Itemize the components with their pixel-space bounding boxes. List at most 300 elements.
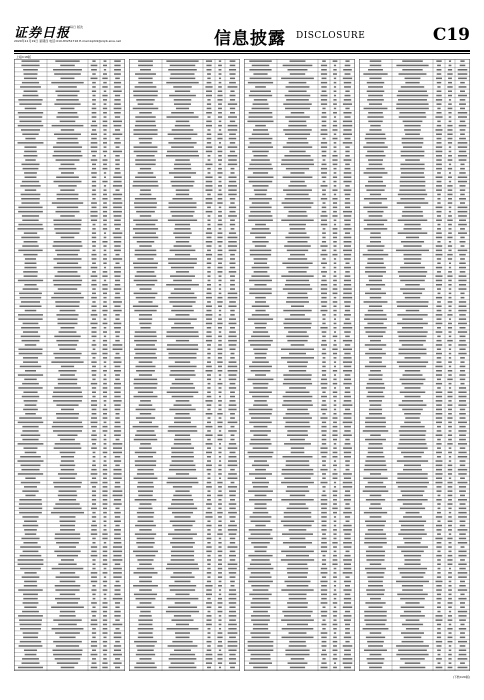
table-cell-text bbox=[458, 404, 466, 406]
table-cell-text bbox=[436, 361, 441, 363]
table-cell-text bbox=[205, 400, 212, 402]
table-cell-text bbox=[435, 482, 442, 484]
table-cell-text bbox=[250, 91, 271, 93]
table-cell-text bbox=[436, 409, 442, 411]
table-cell-text bbox=[290, 73, 305, 75]
table-cell-text bbox=[55, 275, 81, 277]
table-cell-text bbox=[333, 301, 338, 303]
table-cell-text bbox=[345, 198, 350, 200]
table-cell-text bbox=[366, 525, 384, 527]
table-cell-text bbox=[104, 516, 107, 518]
table-cell-text bbox=[229, 598, 237, 600]
table-cell-text bbox=[333, 559, 338, 561]
table-cell-text bbox=[436, 220, 442, 222]
table-cell-text bbox=[345, 146, 349, 148]
table-cell-text bbox=[113, 121, 122, 123]
table-cell-text bbox=[458, 443, 467, 445]
table-cell-text bbox=[343, 327, 353, 329]
table-cell-text bbox=[447, 628, 452, 630]
table-cell-text bbox=[56, 340, 78, 342]
table-cell-text bbox=[206, 202, 213, 204]
table-cell-text bbox=[365, 138, 386, 140]
table-cell-text bbox=[289, 387, 306, 389]
table-cell-text bbox=[207, 422, 211, 424]
table-cell-text bbox=[219, 456, 221, 458]
table-cell-text bbox=[207, 250, 211, 252]
table-cell-text bbox=[102, 241, 107, 243]
table-cell-text bbox=[171, 181, 195, 183]
table-cell-text bbox=[229, 73, 235, 75]
table-cell-text bbox=[23, 95, 39, 97]
table-cell-text bbox=[344, 568, 352, 570]
table-cell-text bbox=[291, 447, 304, 449]
table-cell-text bbox=[400, 267, 425, 269]
table-cell-text bbox=[436, 529, 441, 531]
table-cell-text bbox=[287, 585, 309, 587]
table-cell-text bbox=[113, 568, 122, 570]
table-cell-text bbox=[92, 379, 95, 381]
table-cell-text bbox=[334, 108, 336, 110]
table-cell-text bbox=[400, 508, 425, 510]
table-cell-text bbox=[401, 632, 424, 634]
table-cell-text bbox=[25, 654, 37, 656]
table-cell-text bbox=[251, 370, 271, 372]
table-cell-text bbox=[169, 172, 196, 174]
table-cell-text bbox=[436, 435, 443, 437]
table-cell-text bbox=[24, 91, 38, 93]
table-cell-text bbox=[333, 125, 337, 127]
table-cell-text bbox=[205, 585, 212, 587]
table-cell-text bbox=[229, 572, 236, 574]
table-cell-text bbox=[103, 293, 107, 295]
table-cell-text bbox=[437, 69, 442, 71]
table-cell-text bbox=[334, 116, 336, 118]
table-cell-text bbox=[370, 404, 382, 406]
table-cell-text bbox=[368, 86, 383, 88]
table-cell-text bbox=[56, 404, 78, 406]
table-cell-text bbox=[138, 172, 154, 174]
table-cell-text bbox=[448, 237, 453, 239]
table-cell-text bbox=[321, 103, 327, 105]
table-cell-text bbox=[437, 258, 441, 260]
table-cell-text bbox=[365, 366, 386, 368]
table-cell-text bbox=[58, 370, 76, 372]
table-cell-text bbox=[253, 387, 267, 389]
table-cell-text bbox=[437, 172, 441, 174]
table-cell-text bbox=[366, 417, 386, 419]
table-cell-text bbox=[255, 125, 266, 127]
table-cell-text bbox=[334, 585, 336, 587]
table-cell-text bbox=[345, 60, 349, 62]
table-cell-text bbox=[365, 185, 386, 187]
table-cell-text bbox=[115, 525, 119, 527]
table-cell-text bbox=[207, 430, 211, 432]
table-cell-text bbox=[104, 460, 107, 462]
table-cell-text bbox=[24, 172, 37, 174]
table-cell-text bbox=[346, 551, 350, 553]
table-cell-text bbox=[289, 224, 306, 226]
table-cell-text bbox=[435, 116, 442, 118]
table-cell-text bbox=[333, 211, 337, 213]
table-cell-text bbox=[251, 637, 269, 639]
table-cell-text bbox=[208, 473, 211, 475]
table-cell-text bbox=[23, 323, 39, 325]
table-cell-text bbox=[458, 280, 466, 282]
table-cell-text bbox=[333, 594, 337, 596]
table-cell-text bbox=[229, 589, 236, 591]
table-cell-text bbox=[344, 116, 350, 118]
table-cell-text bbox=[365, 422, 386, 424]
table-cell-text bbox=[436, 250, 442, 252]
table-cell-text bbox=[139, 447, 152, 449]
table-cell-text bbox=[366, 284, 385, 286]
table-cell-text bbox=[103, 555, 107, 557]
table-cell-text bbox=[55, 589, 79, 591]
table-cell-text bbox=[251, 654, 271, 656]
table-cell-text bbox=[322, 237, 325, 239]
table-cell-text bbox=[207, 353, 211, 355]
table-cell-text bbox=[438, 495, 441, 497]
table-cell-text bbox=[53, 241, 81, 243]
table-cell-text bbox=[116, 336, 120, 338]
table-cell-text bbox=[449, 353, 452, 355]
table-cell-text bbox=[436, 392, 443, 394]
table-cell-text bbox=[103, 387, 108, 389]
table-cell-text bbox=[449, 581, 452, 583]
table-cell-text bbox=[207, 168, 210, 170]
table-cell-text bbox=[370, 503, 380, 505]
table-cell-text bbox=[206, 91, 212, 93]
table-cell-text bbox=[448, 542, 451, 544]
table-cell-text bbox=[437, 198, 440, 200]
table-cell-text bbox=[370, 288, 381, 290]
table-cell-text bbox=[58, 495, 77, 497]
table-cell-text bbox=[139, 112, 152, 114]
table-cell-text bbox=[139, 422, 152, 424]
table-cell-text bbox=[133, 228, 158, 230]
table-cell-text bbox=[103, 125, 108, 127]
table-cell-text bbox=[365, 439, 386, 441]
table-cell-text bbox=[103, 589, 108, 591]
table-cell-text bbox=[404, 207, 420, 209]
table-cell-text bbox=[254, 546, 268, 548]
table-cell-text bbox=[229, 387, 236, 389]
table-cell-text bbox=[228, 306, 236, 308]
table-cell-text bbox=[250, 211, 271, 213]
table-cell-text bbox=[401, 151, 425, 153]
table-cell-text bbox=[115, 456, 121, 458]
table-cell-text bbox=[136, 224, 156, 226]
table-cell-text bbox=[449, 318, 451, 320]
table-cell-text bbox=[436, 417, 442, 419]
table-cell-text bbox=[230, 99, 235, 101]
table-cell-text bbox=[219, 310, 221, 312]
table-cell-text bbox=[115, 340, 119, 342]
table-cell-text bbox=[397, 478, 427, 480]
table-cell-text bbox=[113, 469, 121, 471]
table-cell-text bbox=[228, 189, 236, 191]
table-cell-text bbox=[207, 460, 211, 462]
table-column-4-svg bbox=[359, 59, 470, 671]
table-cell-text bbox=[458, 146, 467, 148]
table-cell-text bbox=[458, 112, 467, 114]
table-cell-text bbox=[53, 280, 82, 282]
table-cell-text bbox=[448, 546, 452, 548]
table-cell-text bbox=[168, 134, 198, 136]
table-cell-text bbox=[103, 645, 106, 647]
table-cell-text bbox=[19, 645, 43, 647]
table-cell-text bbox=[322, 207, 326, 209]
table-cell-text bbox=[230, 581, 235, 583]
table-cell-text bbox=[458, 551, 466, 553]
table-cell-text bbox=[458, 564, 466, 566]
table-cell-text bbox=[333, 379, 336, 381]
table-cell-text bbox=[281, 559, 314, 561]
table-cell-text bbox=[171, 112, 194, 114]
table-cell-text bbox=[114, 82, 121, 84]
table-cell-text bbox=[134, 280, 158, 282]
table-cell-text bbox=[254, 353, 266, 355]
table-cell-text bbox=[250, 516, 272, 518]
table-cell-text bbox=[290, 228, 306, 230]
table-cell-text bbox=[24, 73, 38, 75]
table-cell-text bbox=[135, 232, 156, 234]
table-cell-text bbox=[218, 585, 222, 587]
table-cell-text bbox=[92, 516, 96, 518]
table-cell-text bbox=[399, 112, 425, 114]
table-cell-text bbox=[113, 211, 122, 213]
table-cell-text bbox=[367, 116, 383, 118]
table-cell-text bbox=[397, 594, 428, 596]
table-cell-text bbox=[282, 469, 313, 471]
table-cell-text bbox=[206, 465, 212, 467]
table-cell-text bbox=[174, 650, 191, 652]
table-cell-text bbox=[282, 628, 314, 630]
table-cell-text bbox=[92, 164, 96, 166]
table-cell-text bbox=[136, 366, 156, 368]
table-cell-text bbox=[458, 215, 467, 217]
table-cell-text bbox=[174, 439, 191, 441]
table-cell-text bbox=[228, 525, 237, 527]
table-cell-text bbox=[114, 224, 121, 226]
table-cell-text bbox=[92, 245, 96, 247]
table-cell-text bbox=[113, 662, 121, 664]
table-cell-text bbox=[92, 585, 95, 587]
table-cell-text bbox=[344, 615, 352, 617]
table-cell-text bbox=[206, 426, 213, 428]
table-cell-text bbox=[345, 628, 350, 630]
table-cell-text bbox=[52, 426, 83, 428]
table-cell-text bbox=[448, 69, 452, 71]
table-cell-text bbox=[334, 331, 336, 333]
table-cell-text bbox=[218, 177, 221, 179]
table-cell-text bbox=[460, 108, 465, 110]
table-cell-text bbox=[53, 353, 81, 355]
table-cell-text bbox=[448, 400, 451, 402]
table-cell-text bbox=[436, 297, 442, 299]
table-cell-text bbox=[323, 357, 326, 359]
table-cell-text bbox=[369, 400, 382, 402]
table-cell-text bbox=[459, 125, 467, 127]
table-cell-text bbox=[281, 551, 314, 553]
table-cell-text bbox=[320, 452, 327, 454]
table-cell-text bbox=[218, 194, 223, 196]
table-cell-text bbox=[448, 413, 452, 415]
table-cell-text bbox=[436, 237, 442, 239]
table-cell-text bbox=[289, 353, 306, 355]
table-cell-text bbox=[61, 667, 75, 669]
table-cell-text bbox=[458, 512, 466, 514]
table-cell-text bbox=[320, 254, 327, 256]
table-cell-text bbox=[365, 486, 386, 488]
table-cell-text bbox=[402, 318, 422, 320]
table-cell-text bbox=[448, 215, 452, 217]
masthead-rule-thick bbox=[14, 50, 470, 52]
table-cell-text bbox=[458, 469, 467, 471]
table-cell-text bbox=[166, 568, 199, 570]
table-cell-text bbox=[24, 581, 37, 583]
table-cell-text bbox=[57, 207, 78, 209]
table-cell-text bbox=[57, 194, 79, 196]
table-cell-text bbox=[438, 654, 441, 656]
table-cell-text bbox=[114, 108, 122, 110]
table-cell-text bbox=[281, 275, 313, 277]
table-cell-text bbox=[332, 349, 337, 351]
table-cell-text bbox=[332, 473, 337, 475]
table-cell-text bbox=[22, 215, 39, 217]
table-cell-text bbox=[19, 121, 41, 123]
table-cell-text bbox=[229, 619, 236, 621]
table-cell-text bbox=[207, 598, 211, 600]
table-cell-text bbox=[460, 478, 465, 480]
table-cell-text bbox=[286, 99, 309, 101]
table-cell-text bbox=[460, 581, 465, 583]
table-cell-text bbox=[285, 654, 309, 656]
table-cell-text bbox=[104, 134, 107, 136]
table-cell-text bbox=[400, 181, 426, 183]
table-cell-text bbox=[22, 611, 39, 613]
table-cell-text bbox=[345, 91, 349, 93]
table-cell-text bbox=[138, 456, 153, 458]
table-cell-text bbox=[448, 95, 452, 97]
table-cell-text bbox=[344, 86, 351, 88]
table-cell-text bbox=[404, 555, 421, 557]
table-cell-text bbox=[137, 512, 154, 514]
table-cell-text bbox=[59, 349, 75, 351]
table-cell-text bbox=[57, 95, 77, 97]
table-cell-text bbox=[20, 641, 41, 643]
table-cell-text bbox=[458, 499, 467, 501]
table-cell-text bbox=[345, 344, 350, 346]
table-cell-text bbox=[289, 232, 307, 234]
table-cell-text bbox=[138, 521, 154, 523]
table-cell-text bbox=[114, 387, 121, 389]
table-cell-text bbox=[207, 327, 211, 329]
table-cell-text bbox=[333, 413, 336, 415]
table-cell-text bbox=[104, 366, 107, 368]
table-cell-text bbox=[333, 232, 337, 234]
table-cell-text bbox=[208, 383, 211, 385]
table-cell-text bbox=[368, 258, 384, 260]
table-cell-text bbox=[448, 392, 453, 394]
table-cell-text bbox=[255, 551, 267, 553]
table-cell-text bbox=[322, 232, 326, 234]
table-cell-text bbox=[231, 482, 235, 484]
table-cell-text bbox=[92, 607, 95, 609]
table-cell-text bbox=[133, 108, 159, 110]
table-cell-text bbox=[322, 460, 326, 462]
table-cell-text bbox=[447, 417, 452, 419]
table-cell-text bbox=[399, 521, 426, 523]
table-cell-text bbox=[333, 624, 338, 626]
table-cell-text bbox=[114, 404, 120, 406]
table-cell-text bbox=[286, 465, 310, 467]
table-cell-text bbox=[207, 392, 211, 394]
table-cell-text bbox=[169, 357, 197, 359]
table-cell-text bbox=[397, 95, 428, 97]
table-cell-text bbox=[115, 116, 120, 118]
table-cell-text bbox=[366, 189, 384, 191]
table-cell-text bbox=[322, 525, 327, 527]
table-cell-text bbox=[321, 280, 326, 282]
table-cell-text bbox=[55, 585, 81, 587]
table-cell-text bbox=[136, 417, 155, 419]
table-cell-text bbox=[334, 318, 336, 320]
table-cell-text bbox=[333, 426, 338, 428]
table-cell-text bbox=[92, 95, 95, 97]
table-cell-text bbox=[333, 228, 338, 230]
table-cell-text bbox=[255, 297, 266, 299]
table-cell-text bbox=[252, 228, 270, 230]
table-cell-text bbox=[396, 250, 429, 252]
table-cell-text bbox=[103, 168, 108, 170]
table-cell-text bbox=[20, 624, 42, 626]
table-cell-text bbox=[334, 598, 337, 600]
table-cell-text bbox=[229, 82, 236, 84]
table-cell-text bbox=[333, 512, 337, 514]
table-cell-text bbox=[104, 318, 107, 320]
table-cell-text bbox=[322, 422, 326, 424]
table-cell-text bbox=[138, 619, 153, 621]
table-cell-text bbox=[135, 125, 156, 127]
table-cell-text bbox=[167, 349, 199, 351]
table-cell-text bbox=[459, 263, 466, 265]
table-cell-text bbox=[282, 202, 314, 204]
table-cell-text bbox=[436, 344, 442, 346]
table-cell-text bbox=[459, 349, 465, 351]
table-cell-text bbox=[320, 581, 327, 583]
table-cell-text bbox=[290, 538, 306, 540]
table-cell-text bbox=[255, 469, 266, 471]
table-cell-text bbox=[346, 521, 350, 523]
table-cell-text bbox=[228, 86, 238, 88]
table-cell-text bbox=[18, 318, 42, 320]
table-cell-text bbox=[219, 207, 222, 209]
table-cell-text bbox=[61, 559, 74, 561]
table-cell-text bbox=[437, 551, 440, 553]
table-cell-text bbox=[173, 280, 192, 282]
continued-from-label: 上接C18版 bbox=[16, 55, 31, 59]
table-cell-text bbox=[363, 490, 389, 492]
table-cell-text bbox=[436, 546, 441, 548]
table-cell-text bbox=[114, 306, 120, 308]
table-cell-text bbox=[248, 318, 273, 320]
table-cell-text bbox=[53, 654, 82, 656]
table-cell-text bbox=[22, 516, 38, 518]
table-cell-text bbox=[140, 611, 150, 613]
table-cell-text bbox=[459, 426, 465, 428]
table-cell-text bbox=[398, 232, 428, 234]
